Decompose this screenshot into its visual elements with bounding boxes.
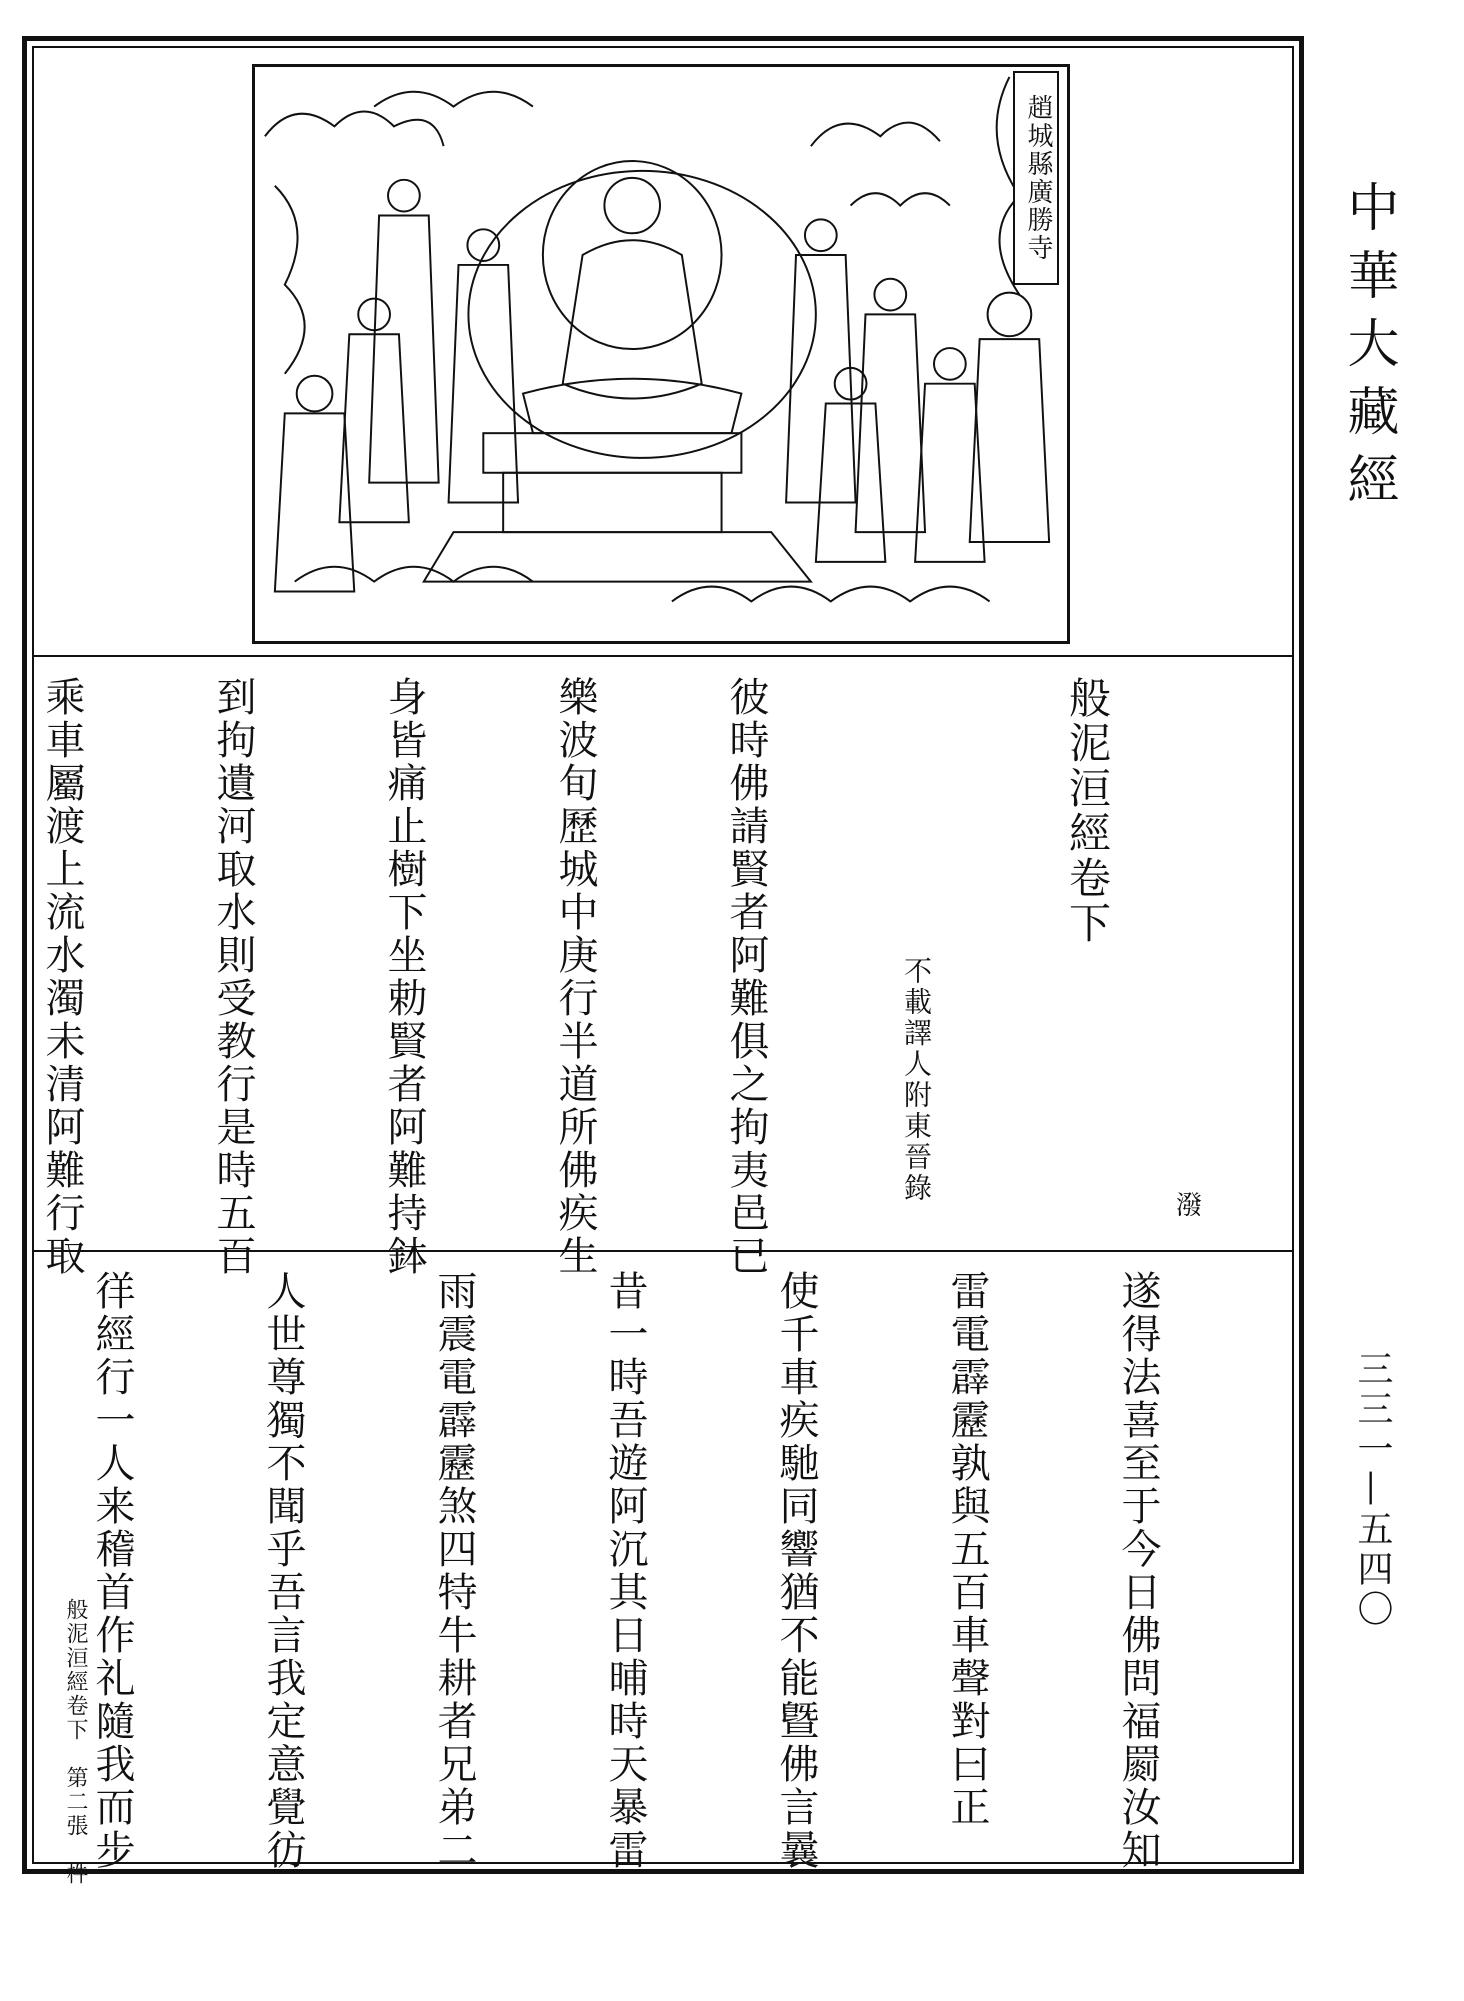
buddha-assembly-drawing [255, 67, 1067, 641]
text-line: 身皆痛止樹下坐勅賢者阿難持鉢 [381, 676, 427, 1278]
text-line: 到拘遺河取水則受教行是時五百 [210, 676, 256, 1278]
text-line: 彼時佛請賢者阿難俱之拘夷邑已 [723, 676, 769, 1278]
page-number: 三三一—五四〇 [1352, 1350, 1393, 1630]
text-panel-upper [39, 676, 1230, 1278]
translator-note: 不載譯人附東晉錄 [900, 956, 933, 1204]
text-panel-lower [89, 1270, 1280, 1872]
text-line: 徉經行一人来稽首作礼隨我而步 [89, 1270, 135, 1872]
text-line: 雨震電霹靂煞四特牛耕者兄弟二 [431, 1270, 477, 1872]
text-line: 人世尊獨不聞乎吾言我定意覺彷 [260, 1270, 306, 1872]
divider-top [32, 655, 1294, 657]
text-line: 遂得法喜至于今日佛問福罽汝知 [1115, 1270, 1161, 1872]
text-line: 雷電霹靂孰與五百車聲對曰正 [944, 1270, 990, 1829]
text-line: 乘車屬渡上流水濁未清阿難行取 [39, 676, 85, 1278]
sutra-title: 般泥洹經卷下 [1063, 676, 1112, 946]
text-line: 使千車疾馳同響猶不能曁佛言曩 [773, 1270, 819, 1872]
text-line: 樂波旬歷城中庚行半道所佛疾生 [552, 676, 598, 1278]
temple-label: 趙城縣廣勝寺 [1013, 71, 1059, 285]
collation-mark: 潑 [1176, 1191, 1203, 1221]
page-footer: 般泥洹經卷下 第二張 㭌 [63, 1598, 88, 1886]
collection-title: 中華大藏經 [1338, 180, 1398, 520]
woodblock-illustration [252, 64, 1070, 644]
text-line: 昔一時吾遊阿沉其日晡時天暴雷 [602, 1270, 648, 1872]
